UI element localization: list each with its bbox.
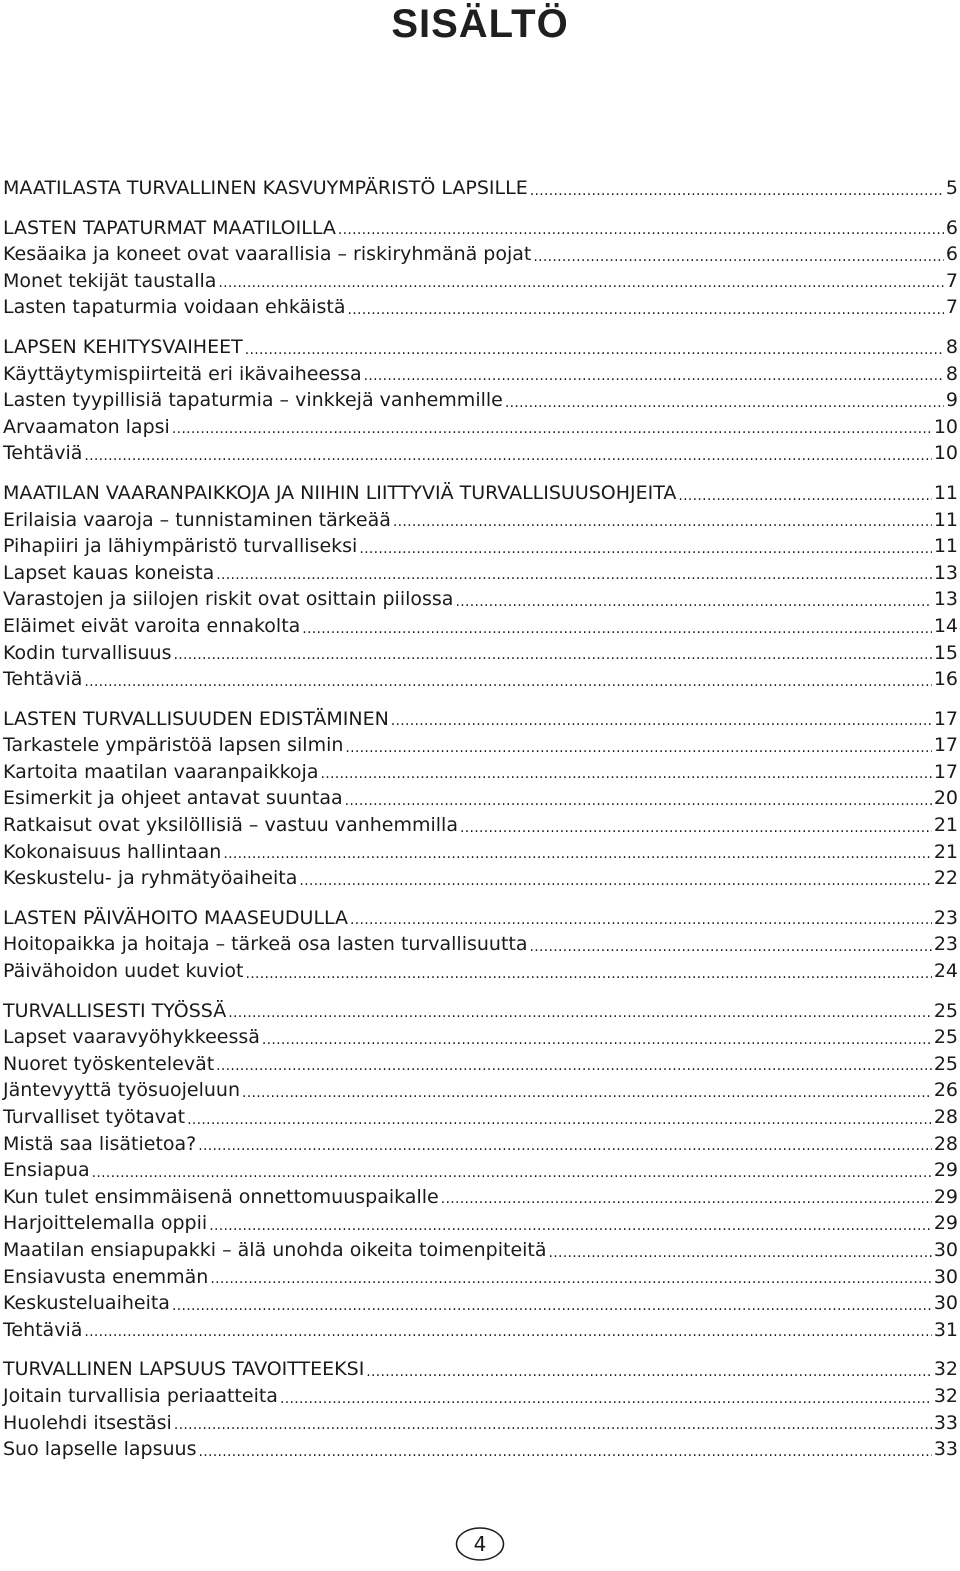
toc-entry [3, 586, 958, 613]
toc-entry [3, 1131, 958, 1158]
toc-entry-title: LASTEN PÄIVÄHOITO MAASEUDULLA [3, 906, 349, 929]
dot-leader [549, 1237, 932, 1264]
toc-entry [3, 640, 958, 667]
toc-entry-title: Tarkastele ympäristöä lapsen silmin [3, 734, 344, 757]
toc-entry [3, 1264, 958, 1291]
dot-leader [172, 1290, 932, 1317]
toc-section [3, 706, 958, 892]
dot-leader [302, 613, 932, 640]
toc-entry-title: Arvaamaton lapsi [3, 415, 170, 438]
toc-entry [3, 785, 958, 812]
toc-entry-page: 33 [933, 1411, 958, 1434]
dot-leader [216, 560, 932, 587]
toc-entry [3, 706, 958, 733]
toc-entry [3, 865, 958, 892]
toc-entry [3, 387, 958, 414]
dot-leader [299, 865, 931, 892]
toc-entry [3, 1210, 958, 1237]
toc-entry-title: Tehtäviä [3, 442, 83, 465]
dot-leader [223, 839, 931, 866]
dot-leader [366, 1356, 932, 1383]
toc-entry-page: 10 [933, 442, 958, 465]
toc-entry-title: Lasten tapaturmia voidaan ehkäistä [3, 296, 346, 319]
toc-entry [3, 958, 958, 985]
dot-leader [345, 732, 931, 759]
dot-leader [505, 387, 944, 414]
toc-entry [3, 480, 958, 507]
toc-entry-title: Pihapiiri ja lähiympäristö turvalliseksi [3, 535, 358, 558]
toc-entry-title: Ratkaisut ovat yksilöllisiä – vastuu vanhemmilla [3, 814, 458, 837]
dot-leader [391, 706, 932, 733]
toc-entry-title: Päivähoidon uudet kuviot [3, 960, 244, 983]
toc-section [3, 175, 958, 202]
toc-entry [3, 507, 958, 534]
toc-entry-page: 28 [933, 1106, 958, 1128]
toc-entry-page: 7 [945, 296, 958, 319]
toc-entry [3, 533, 958, 560]
dot-leader [441, 1184, 932, 1211]
toc-entry [3, 1317, 958, 1344]
toc-entry-title: LASTEN TAPATURMAT MAATILOILLA [3, 216, 336, 239]
toc-entry [3, 1104, 958, 1131]
toc-entry-page: 7 [945, 269, 958, 292]
toc-entry-page: 17 [933, 760, 958, 783]
table-of-contents [3, 175, 958, 1476]
toc-entry-page: 14 [933, 614, 958, 637]
toc-entry-page: 30 [933, 1292, 958, 1315]
toc-entry [3, 215, 958, 242]
toc-entry-page: 30 [933, 1265, 958, 1288]
toc-entry-page: 10 [933, 415, 958, 438]
dot-leader [199, 1436, 932, 1463]
toc-entry-title: Eläimet eivät varoita ennakolta [3, 614, 301, 637]
dot-leader [209, 1210, 932, 1237]
dot-leader [172, 414, 932, 441]
toc-entry-page: 17 [933, 707, 958, 730]
toc-entry-title: Kodin turvallisuus [3, 641, 172, 664]
toc-entry-page: 31 [933, 1318, 958, 1341]
toc-entry-page: 17 [933, 734, 958, 757]
toc-entry [3, 241, 958, 268]
toc-entry-title: LASTEN TURVALLISUUDEN EDISTÄMINEN [3, 707, 389, 730]
dot-leader [210, 1264, 932, 1291]
toc-entry-title: Tehtäviä [3, 1318, 83, 1341]
dot-leader [533, 241, 944, 268]
toc-section [3, 480, 958, 693]
toc-entry-page: 6 [945, 216, 958, 239]
toc-entry-title: Monet tekijät taustalla [3, 269, 217, 292]
toc-entry-page: 13 [933, 588, 958, 611]
dot-leader [218, 268, 944, 295]
toc-entry [3, 1237, 958, 1264]
toc-entry-title: Suo lapselle lapsuus [3, 1438, 197, 1461]
toc-entry-title: Kun tulet ensimmäisenä onnettomuuspaikalle [3, 1185, 439, 1208]
toc-entry-title: Ensiapua [3, 1159, 90, 1182]
toc-entry-page: 11 [933, 535, 958, 558]
toc-entry [3, 998, 958, 1025]
toc-entry-page: 6 [945, 243, 958, 266]
dot-leader [350, 905, 932, 932]
toc-entry [3, 1184, 958, 1211]
toc-entry-page: 13 [933, 561, 958, 584]
toc-entry [3, 732, 958, 759]
toc-entry-page: 29 [933, 1159, 958, 1182]
dot-leader [393, 507, 932, 534]
toc-entry [3, 759, 958, 786]
toc-entry-page: 26 [933, 1079, 958, 1102]
toc-section [3, 215, 958, 321]
dot-leader [242, 1077, 932, 1104]
page-number-badge [455, 1524, 505, 1564]
toc-entry-title: Mistä saa lisätietoa? [3, 1132, 197, 1155]
toc-entry-title: TURVALLINEN LAPSUUS TAVOITTEEKSI [3, 1358, 365, 1381]
toc-entry-title: Jäntevyyttä työsuojeluun [3, 1079, 240, 1102]
dot-leader [187, 1104, 932, 1131]
toc-entry-title: Keskusteluaiheita [3, 1292, 170, 1315]
toc-entry-page: 5 [945, 177, 958, 199]
toc-entry [3, 931, 958, 958]
dot-leader [364, 361, 944, 388]
dot-leader [347, 294, 943, 321]
toc-entry [3, 414, 958, 441]
toc-entry-title: Ensiavusta enemmän [3, 1265, 209, 1288]
page-number: 4 [473, 1532, 487, 1556]
dot-leader [92, 1157, 932, 1184]
toc-entry-title: Kokonaisuus hallintaan [3, 840, 222, 863]
toc-entry-title: Maatilan ensiapupakki – älä unohda oikeita toimenpiteitä [3, 1238, 547, 1261]
toc-entry-page: 33 [933, 1438, 958, 1461]
toc-entry-title: Erilaisia vaaroja – tunnistaminen tärkeää [3, 508, 391, 531]
dot-leader [345, 785, 932, 812]
toc-entry-title: Hoitopaikka ja hoitaja – tärkeä osa lasten turvallisuutta [3, 933, 528, 956]
toc-entry-title: MAATILAN VAARANPAIKKOJA JA NIIHIN LIITTYVIÄ TURVALLISUUSOHJEITA [3, 481, 677, 504]
toc-entry-page: 30 [933, 1238, 958, 1261]
toc-entry [3, 1436, 958, 1463]
toc-section [3, 905, 958, 985]
dot-leader [198, 1131, 932, 1158]
dot-leader [245, 334, 944, 361]
toc-entry-page: 9 [945, 389, 958, 412]
dot-leader [460, 812, 932, 839]
dot-leader [246, 958, 932, 985]
toc-entry [3, 666, 958, 693]
toc-entry-title: Joitain turvallisia periaatteita [3, 1384, 278, 1407]
toc-entry [3, 1410, 958, 1437]
toc-entry [3, 294, 958, 321]
toc-entry-title: Kesäaika ja koneet ovat vaarallisia – riskiryhmänä pojat [3, 243, 532, 266]
toc-entry-title: Esimerkit ja ohjeet antavat suuntaa [3, 787, 343, 810]
toc-entry [3, 1051, 958, 1078]
toc-entry-title: Varastojen ja siilojen riskit ovat osittain piilossa [3, 588, 454, 611]
toc-entry [3, 1356, 958, 1383]
toc-entry-title: LAPSEN KEHITYSVAIHEET [3, 335, 243, 358]
toc-entry-page: 25 [933, 1026, 958, 1049]
toc-section [3, 334, 958, 467]
toc-entry-title: Lasten tyypillisiä tapaturmia – vinkkejä vanhemmille [3, 389, 503, 412]
toc-entry-page: 25 [933, 999, 958, 1022]
toc-entry-page: 23 [933, 933, 958, 956]
page-title: SISÄLTÖ [391, 2, 569, 46]
toc-entry-title: Lapset kauas koneista [3, 561, 215, 584]
toc-entry-page: 21 [933, 814, 958, 837]
dot-leader [262, 1024, 932, 1051]
dot-leader [678, 480, 931, 507]
toc-entry-title: Turvalliset työtavat [3, 1106, 186, 1128]
dot-leader [359, 533, 932, 560]
dot-leader [174, 1410, 932, 1437]
toc-entry-title: MAATILASTA TURVALLINEN KASVUYMPÄRISTÖ LAPSILLE [3, 177, 528, 199]
toc-entry [3, 1157, 958, 1184]
toc-entry [3, 175, 958, 202]
toc-entry [3, 560, 958, 587]
toc-entry-page: 32 [933, 1358, 958, 1381]
dot-leader [173, 640, 931, 667]
toc-entry-page: 29 [933, 1212, 958, 1235]
toc-entry-page: 25 [933, 1052, 958, 1075]
dot-leader [84, 666, 931, 693]
toc-entry-page: 21 [933, 840, 958, 863]
toc-entry-title: Kartoita maatilan vaaranpaikkoja [3, 760, 319, 783]
toc-entry [3, 905, 958, 932]
toc-entry-page: 24 [933, 960, 958, 983]
toc-entry-title: Lapset vaaravyöhykkeessä [3, 1026, 260, 1049]
dot-leader [338, 215, 944, 242]
toc-entry-title: Nuoret työskentelevät [3, 1052, 215, 1075]
toc-entry-page: 22 [933, 867, 958, 890]
dot-leader [228, 998, 932, 1025]
toc-entry-page: 16 [933, 668, 958, 691]
toc-entry-page: 32 [933, 1384, 958, 1407]
toc-entry-page: 23 [933, 906, 958, 929]
toc-entry [3, 839, 958, 866]
toc-entry [3, 1024, 958, 1051]
toc-entry-page: 8 [945, 362, 958, 385]
dot-leader [84, 440, 931, 467]
toc-entry-page: 29 [933, 1185, 958, 1208]
toc-section [3, 998, 958, 1344]
toc-entry [3, 1077, 958, 1104]
toc-entry-title: Huolehdi itsestäsi [3, 1411, 172, 1434]
dot-leader [530, 175, 944, 202]
toc-entry-page: 8 [945, 335, 958, 358]
toc-entry-page: 15 [933, 641, 958, 664]
toc-entry [3, 361, 958, 388]
dot-leader [216, 1051, 932, 1078]
toc-section [3, 1356, 958, 1462]
toc-entry-title: TURVALLISESTI TYÖSSÄ [3, 999, 227, 1022]
toc-entry [3, 812, 958, 839]
toc-entry-title: Tehtäviä [3, 668, 83, 691]
toc-entry [3, 1290, 958, 1317]
toc-entry-page: 11 [933, 508, 958, 531]
dot-leader [455, 586, 931, 613]
toc-entry [3, 440, 958, 467]
toc-entry-title: Käyttäytymispiirteitä eri ikävaiheessa [3, 362, 362, 385]
dot-leader [530, 931, 932, 958]
toc-entry-page: 28 [933, 1132, 958, 1155]
toc-entry-title: Harjoittelemalla oppii [3, 1212, 208, 1235]
toc-entry-title: Keskustelu- ja ryhmätyöaiheita [3, 867, 298, 890]
dot-leader [320, 759, 931, 786]
toc-entry [3, 268, 958, 295]
toc-entry-page: 11 [933, 481, 958, 504]
toc-entry [3, 1383, 958, 1410]
toc-entry [3, 334, 958, 361]
toc-entry-page: 20 [933, 787, 958, 810]
dot-leader [84, 1317, 931, 1344]
dot-leader [280, 1383, 932, 1410]
toc-entry [3, 613, 958, 640]
